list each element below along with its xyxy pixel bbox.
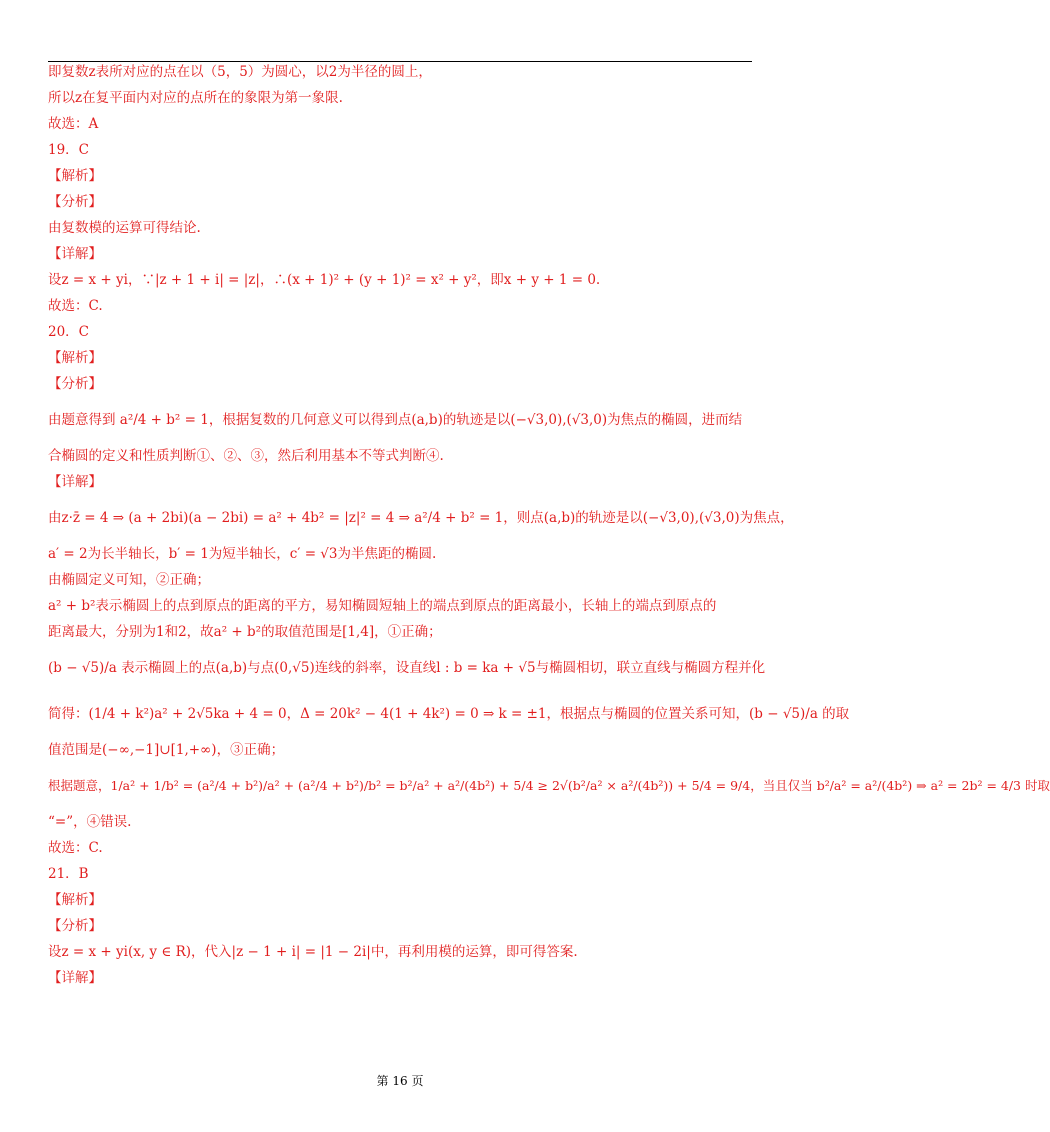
text-line: 所以z在复平面内对应的点所在的象限为第一象限.	[48, 90, 343, 106]
section-label: 【详解】	[48, 246, 102, 262]
text-line: 合椭圆的定义和性质判断①、②、③，然后利用基本不等式判断④.	[48, 448, 444, 464]
text-line: 值范围是(−∞,−1]∪[1,+∞)，③正确；	[48, 742, 285, 758]
section-label: 【分析】	[48, 918, 102, 934]
question-number: 21．B	[48, 866, 89, 882]
question-number: 19．C	[48, 142, 90, 158]
question-number: 20．C	[48, 324, 90, 340]
text-line: 故选：A	[48, 116, 99, 132]
document-body	[48, 63, 1050, 995]
text-line: 故选：C.	[48, 840, 103, 856]
section-label: 【分析】	[48, 376, 102, 392]
section-label: 【解析】	[48, 350, 102, 366]
text-line: 即复数z表所对应的点在以（5，5）为圆心，以2为半径的圆上，	[48, 64, 432, 80]
formula-line: 由z·z̄ = 4 ⇒ (a + 2bi)(a − 2bi) = a² + 4b² = |z|² = 4 ⇒ a²/4 + b² = 1，则点(a,b)的轨迹是以(−√3,0),(√3,0)为焦点，	[48, 510, 794, 526]
section-label: 【解析】	[48, 892, 102, 908]
formula-line: 根据题意，1/a² + 1/b² = (a²/4 + b²)/a² + (a²/4 + b²)/b² = b²/a² + a²/(4b²) + 5/4 ≥ 2√(b²/a² × a²/(4b²)) + 5/4 = 9/4，当且仅当 b²/a² = a²/(4b²) ⇒ a² = 2b² = 4/3 时取	[48, 778, 1050, 793]
section-label: 【详解】	[48, 970, 102, 986]
section-label: 【解析】	[48, 168, 102, 184]
text-line: 故选：C.	[48, 298, 103, 314]
formula-line: 设z = x + yi，∵|z + 1 + i| = |z|，∴(x + 1)² + (y + 1)² = x² + y²，即x + y + 1 = 0.	[48, 272, 601, 288]
page-number: 第 16 页	[376, 1074, 424, 1088]
formula-line: 由题意得到 a²/4 + b² = 1，根据复数的几何意义可以得到点(a,b)的轨迹是以(−√3,0),(√3,0)为焦点的椭圆，进而结	[48, 412, 743, 428]
text-line: “=”，④错误.	[48, 814, 132, 830]
text-line: a² + b²表示椭圆上的点到原点的距离的平方，易知椭圆短轴上的端点到原点的距离最小，长轴上的端点到原点的	[48, 598, 717, 614]
formula-line: a′ = 2为长半轴长，b′ = 1为短半轴长，c′ = √3为半焦距的椭圆.	[48, 546, 437, 562]
formula-line: 简得：(1/4 + k²)a² + 2√5ka + 4 = 0，Δ = 20k² − 4(1 + 4k²) = 0 ⇒ k = ±1，根据点与椭圆的位置关系可知，(b − √5)/a 的取	[48, 706, 850, 722]
header-rule	[48, 61, 752, 62]
formula-line: (b − √5)/a 表示椭圆上的点(a,b)与点(0,√5)连线的斜率，设直线l : b = ka + √5与椭圆相切，联立直线与椭圆方程并化	[48, 660, 766, 676]
text-line: 距离最大，分别为1和2，故a² + b²的取值范围是[1,4]，①正确；	[48, 624, 442, 640]
section-label: 【详解】	[48, 474, 102, 490]
formula-line: 设z = x + yi(x, y ∈ R)，代入|z − 1 + i| = |1 − 2i|中，再利用模的运算，即可得答案.	[48, 944, 578, 960]
section-label: 【分析】	[48, 194, 102, 210]
text-line: 由椭圆定义可知，②正确；	[48, 572, 210, 588]
text-line: 由复数模的运算可得结论.	[48, 220, 201, 236]
